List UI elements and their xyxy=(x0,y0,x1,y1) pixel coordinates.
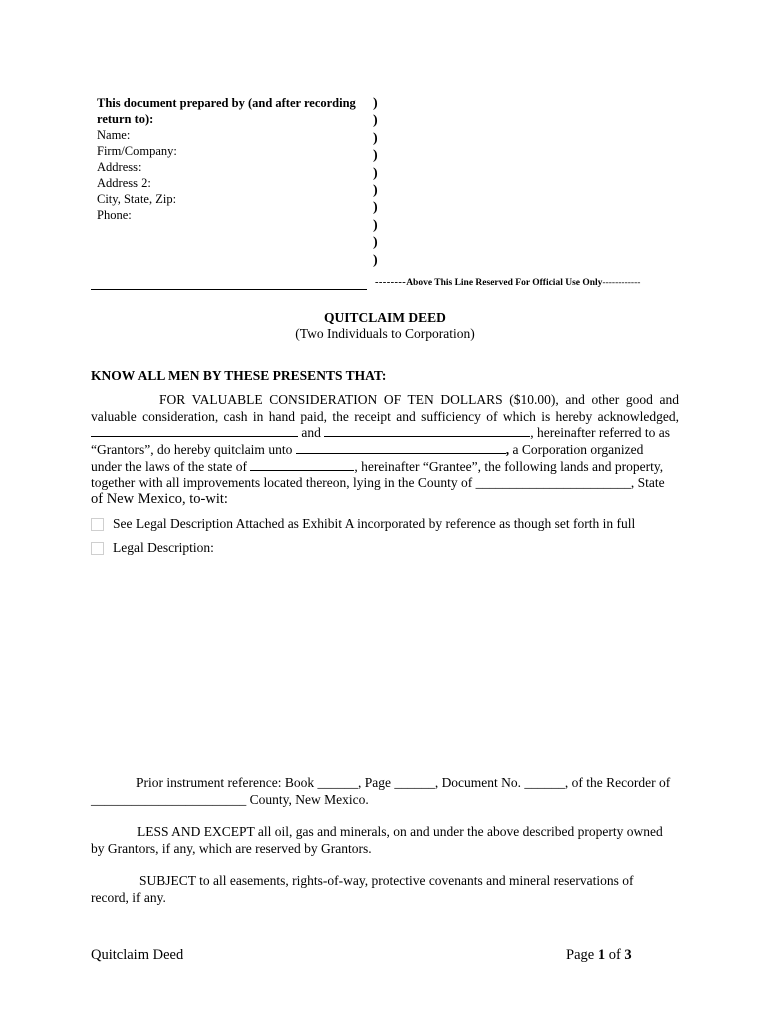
prior-reference-paragraph xyxy=(91,774,681,808)
paren-mark: ) xyxy=(373,217,378,233)
grantee-text: , hereinafter “Grantee”, the following lands and property, xyxy=(354,459,664,474)
grantor1-name-field[interactable] xyxy=(91,424,298,437)
official-use-reserved-line xyxy=(375,277,640,288)
consideration-line-1: FOR VALUABLE CONSIDERATION OF TEN DOLLARS ($10.00), and other good and xyxy=(159,392,679,407)
preparer-field-firm: Firm/Company: xyxy=(97,144,177,158)
preparer-field-address: Address: xyxy=(97,160,142,174)
comma-mark: , xyxy=(505,442,510,457)
subject-to-paragraph xyxy=(91,872,681,906)
paren-mark: ) xyxy=(373,182,378,198)
preparer-field-phone: Phone: xyxy=(97,208,132,222)
page-label: Page xyxy=(566,947,598,963)
legal-description-checkbox[interactable] xyxy=(91,542,104,555)
paren-mark: ) xyxy=(373,165,378,181)
preparer-heading-line2: return to): xyxy=(97,112,154,126)
grantors-referred-text: , hereinafter referred to as xyxy=(530,425,671,440)
reserved-text: Above This Line Reserved For Official Use Only xyxy=(406,278,603,288)
option-exhibit-a[interactable] xyxy=(91,516,635,532)
reserved-dashes-right: ------------ xyxy=(602,278,641,288)
reserved-dashes-left: -------- xyxy=(375,277,407,288)
know-all-men-heading: KNOW ALL MEN BY THESE PRESENTS THAT: xyxy=(91,368,387,383)
paren-mark: ) xyxy=(373,130,378,146)
consideration-line-6 xyxy=(91,474,679,491)
paren-mark: ) xyxy=(373,252,378,268)
preparer-field-name: Name: xyxy=(97,128,131,142)
consideration-line-2: valuable consideration, cash in hand paid, the receipt and sufficiency of which is hereby acknowledged, xyxy=(91,409,679,424)
preparer-field-city-state-zip: City, State, Zip: xyxy=(97,192,177,206)
state-of-incorporation-field[interactable] xyxy=(250,458,354,471)
paren-mark: ) xyxy=(373,200,378,216)
laws-of-state-text: under the laws of the state of xyxy=(91,459,251,474)
footer-document-name: Quitclaim Deed xyxy=(91,947,184,963)
consideration-line-3 xyxy=(91,424,679,441)
less-except-line2: by Grantors, if any, which are reserved by Grantors. xyxy=(91,841,372,856)
total-pages: 3 xyxy=(624,947,632,963)
paren-mark: ) xyxy=(373,235,378,251)
preparer-block xyxy=(97,95,367,223)
paren-mark: ) xyxy=(373,148,378,164)
parenthesis-column xyxy=(373,95,378,269)
paren-mark: ) xyxy=(373,113,378,129)
subject-to-line2: record, if any. xyxy=(91,890,166,905)
subject-to-line1: SUBJECT to all easements, rights-of-way, protective covenants and mineral reservations of xyxy=(139,873,634,888)
of-label: of xyxy=(605,947,625,963)
less-except-paragraph xyxy=(91,823,681,857)
consideration-line-4 xyxy=(91,441,679,458)
option-legal-description[interactable] xyxy=(91,540,214,556)
grantor2-name-field[interactable] xyxy=(324,424,530,437)
state-text: , State xyxy=(630,475,665,490)
paren-mark: ) xyxy=(373,96,378,111)
county-text: together with all improvements located thereon, lying in the County of xyxy=(91,475,476,490)
preparer-field-address2: Address 2: xyxy=(97,176,151,190)
current-page: 1 xyxy=(597,947,606,963)
county-field[interactable]: _______________________ xyxy=(475,475,631,490)
quitclaim-unto-text: “Grantors”, do hereby quitclaim unto xyxy=(91,442,296,457)
exhibit-a-label: See Legal Description Attached as Exhibit A incorporated by reference as though set forth in full xyxy=(113,516,636,531)
legal-description-label: Legal Description: xyxy=(113,540,214,555)
preparer-signature-line xyxy=(91,289,367,290)
prior-reference-line2: _______________________ County, New Mexico. xyxy=(91,792,369,807)
exhibit-a-checkbox[interactable] xyxy=(91,518,104,531)
preparer-heading-line1: This document prepared by (and after recording xyxy=(97,96,356,110)
document-title: QUITCLAIM DEED xyxy=(324,310,446,325)
consideration-line-5 xyxy=(91,458,679,475)
prior-reference-line1: Prior instrument reference: Book ______, Page ______, Document No. ______, of the Recorder of xyxy=(136,775,671,790)
grantee-name-field[interactable] xyxy=(296,441,506,454)
document-subtitle: (Two Individuals to Corporation) xyxy=(295,326,475,341)
corporation-organized-text: a Corporation organized xyxy=(509,442,644,457)
and-text: and xyxy=(298,425,325,440)
footer-page-number xyxy=(566,947,632,964)
less-except-line1: LESS AND EXCEPT all oil, gas and minerals, on and under the above described property owned xyxy=(137,824,663,839)
consideration-line-7: of New Mexico, to-wit: xyxy=(91,491,228,507)
